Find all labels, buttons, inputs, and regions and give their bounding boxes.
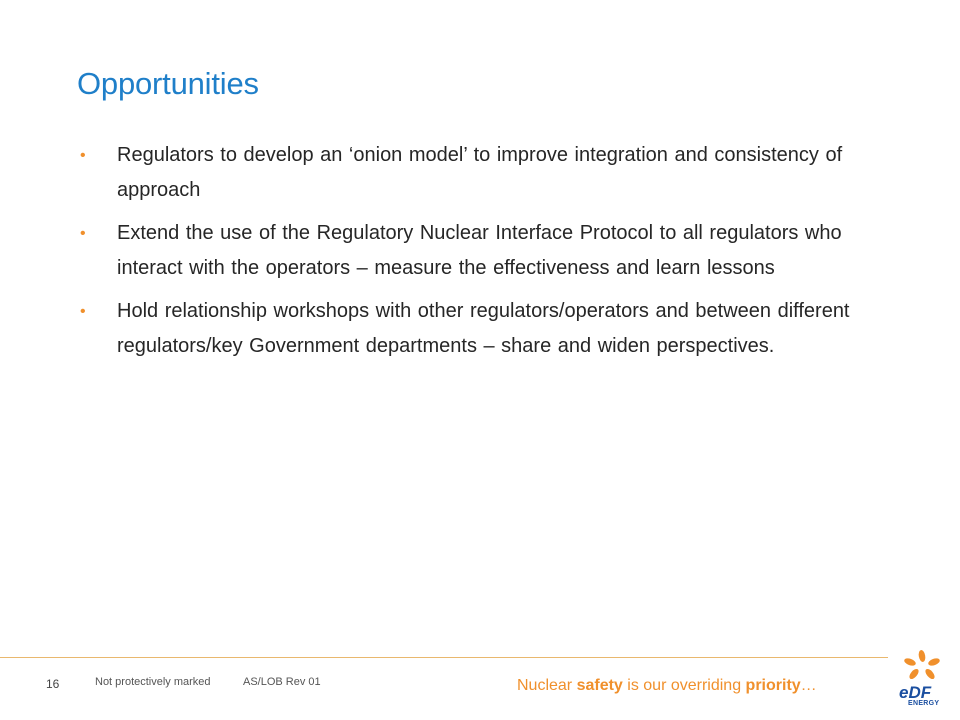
document-reference: AS/LOB Rev 01 [243,676,321,688]
bullet-item [78,294,878,364]
bullet-text: Regulators to develop an ‘onion model’ to improve integration and consistency of approach [117,144,843,201]
slide-title: Opportunities [77,66,259,101]
bullet-text: Extend the use of the Regulatory Nuclear Interface Protocol to all regulators who interact with the operators – measure the effectiveness and learn lessons [117,222,842,279]
tagline-part: … [800,677,817,694]
logo-subtext: ENERGY [908,700,940,707]
footer-divider [0,657,888,658]
tagline-emphasis: priority [745,677,801,694]
bullet-text: Hold relationship workshops with other regulators/operators and between different regulators/key Government departments – share and widen perspectives. [117,300,850,357]
logo-wordmark: eDF [899,683,932,702]
bullet-dot-icon: • [80,303,86,320]
tagline-part: Nuclear [517,677,577,694]
security-marking: Not protectively marked [95,676,211,688]
page-number: 16 [46,677,60,691]
bullet-dot-icon: • [80,147,86,164]
bullet-dot-icon: • [80,225,86,242]
bullet-list [78,138,878,372]
footer-tagline [517,677,817,695]
tagline-part: is our overriding [622,677,746,694]
bullet-item [78,138,878,208]
tagline-emphasis: safety [576,677,623,694]
bullet-item [78,216,878,286]
